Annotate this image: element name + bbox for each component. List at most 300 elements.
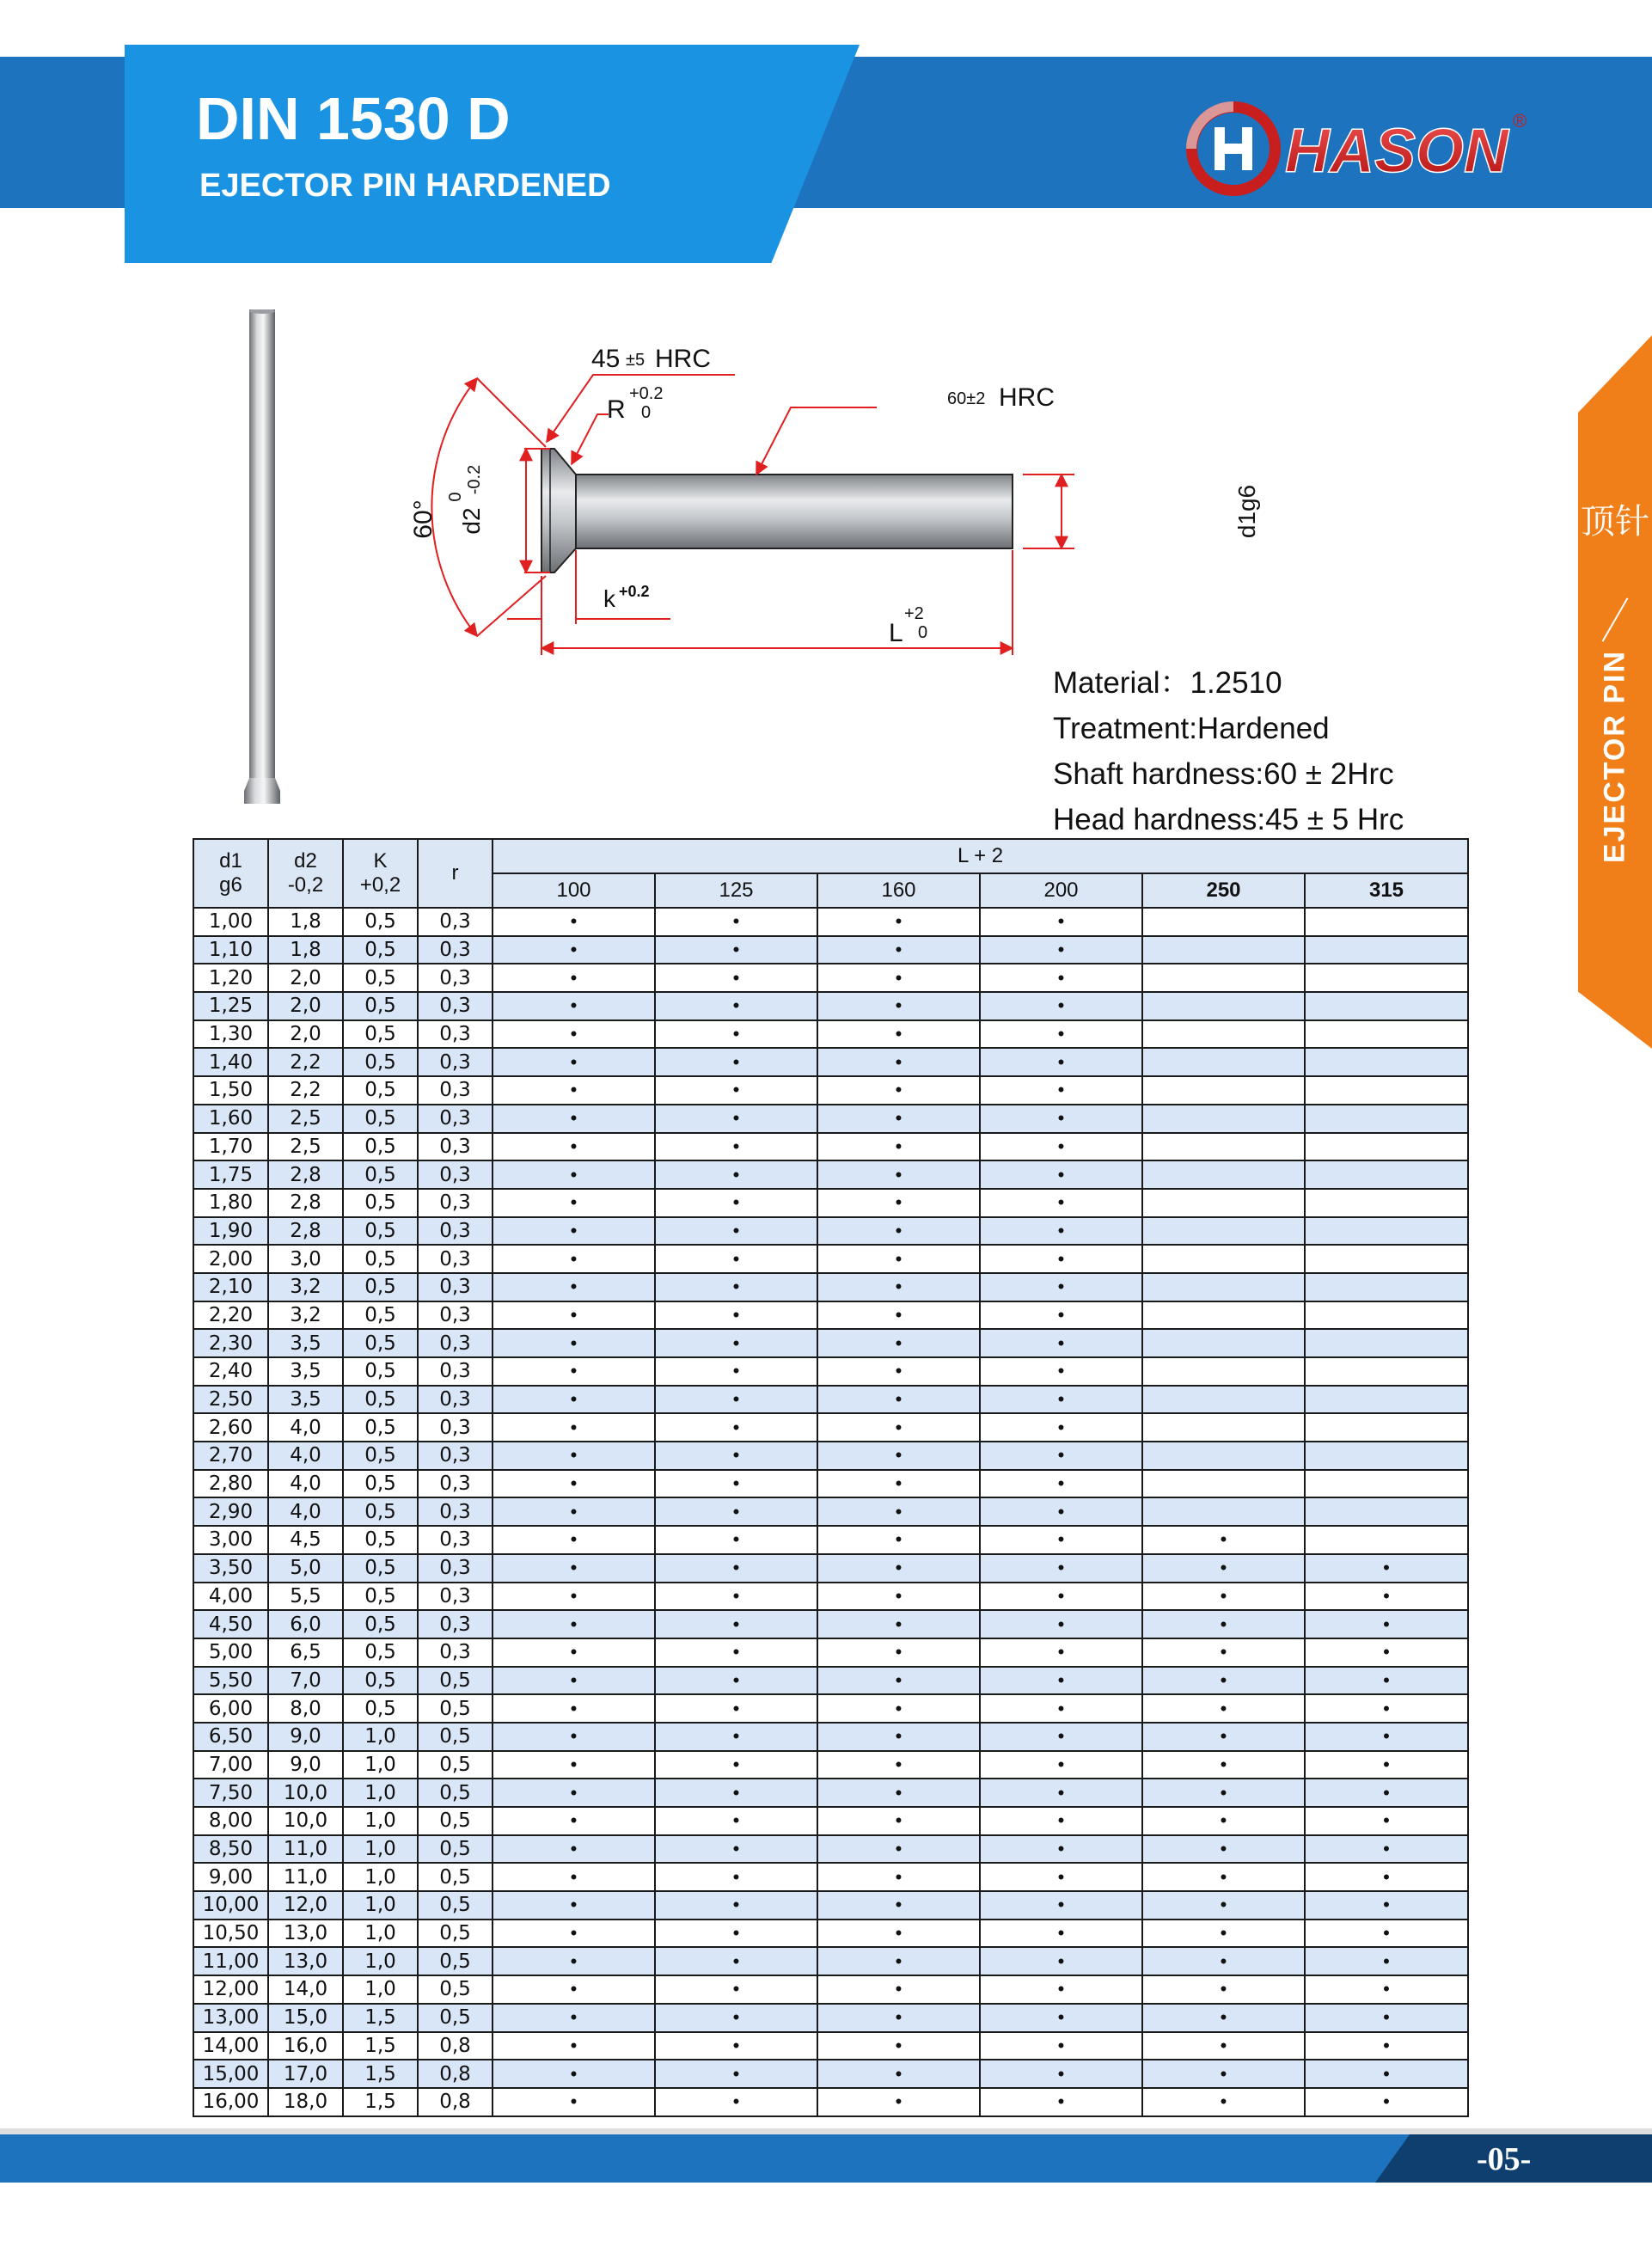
cell-d1: 1,10 bbox=[193, 936, 268, 964]
availability-cell-250 bbox=[1142, 908, 1305, 936]
availability-dot-icon: • bbox=[1057, 1191, 1065, 1214]
availability-dot-icon: • bbox=[895, 1191, 902, 1214]
availability-dot-icon: • bbox=[1057, 1781, 1065, 1803]
availability-dot-icon: • bbox=[895, 1303, 902, 1326]
availability-cell-160 bbox=[817, 1751, 980, 1779]
availability-dot-icon: • bbox=[1220, 1753, 1227, 1775]
cell-d2: 3,0 bbox=[268, 1245, 343, 1273]
cell-k: 0,5 bbox=[343, 1413, 418, 1442]
cell-d2: 6,0 bbox=[268, 1610, 343, 1638]
availability-cell-200 bbox=[980, 1217, 1142, 1246]
availability-cell-315 bbox=[1305, 1386, 1468, 1414]
availability-dot-icon: • bbox=[1057, 1107, 1065, 1130]
availability-dot-icon: • bbox=[895, 1613, 902, 1635]
availability-dot-icon: • bbox=[570, 1584, 578, 1607]
availability-cell-100 bbox=[493, 1133, 655, 1161]
availability-dot-icon: • bbox=[570, 1753, 578, 1775]
availability-dot-icon: • bbox=[895, 1023, 902, 1045]
availability-cell-100 bbox=[493, 1413, 655, 1442]
shaft-hardness-value: 60±2 bbox=[947, 389, 986, 408]
availability-cell-315 bbox=[1305, 2032, 1468, 2060]
availability-cell-315 bbox=[1305, 2088, 1468, 2116]
table-row bbox=[193, 1751, 1468, 1779]
cell-d1: 1,90 bbox=[193, 1217, 268, 1246]
availability-cell-100 bbox=[493, 2032, 655, 2060]
table-row bbox=[193, 992, 1468, 1020]
table-row bbox=[193, 2060, 1468, 2088]
availability-cell-200 bbox=[980, 992, 1142, 1020]
availability-cell-315 bbox=[1305, 1975, 1468, 2004]
availability-cell-250 bbox=[1142, 1301, 1305, 1330]
brand-logo bbox=[1178, 93, 1539, 205]
availability-dot-icon: • bbox=[1057, 1613, 1065, 1635]
availability-dot-icon: • bbox=[732, 1584, 740, 1607]
availability-cell-125 bbox=[655, 1667, 817, 1695]
l-lower-tolerance: 0 bbox=[918, 623, 928, 642]
table-row bbox=[193, 1273, 1468, 1301]
availability-dot-icon: • bbox=[1383, 1669, 1390, 1691]
availability-cell-100 bbox=[493, 1217, 655, 1246]
availability-dot-icon: • bbox=[570, 1781, 578, 1803]
spec-shaft-hardness: Shaft hardness:60 ± 2Hrc bbox=[1053, 757, 1394, 791]
availability-cell-200 bbox=[980, 1273, 1142, 1301]
availability-cell-160 bbox=[817, 1470, 980, 1498]
cell-d1: 8,50 bbox=[193, 1835, 268, 1864]
table-row bbox=[193, 1610, 1468, 1638]
cell-k: 0,5 bbox=[343, 1217, 418, 1246]
availability-cell-160 bbox=[817, 2004, 980, 2032]
cell-d1: 2,30 bbox=[193, 1329, 268, 1357]
availability-dot-icon: • bbox=[1057, 966, 1065, 989]
availability-cell-100 bbox=[493, 1526, 655, 1554]
availability-dot-icon: • bbox=[1220, 2091, 1227, 2113]
header-length-160: 160 bbox=[817, 873, 980, 908]
cell-r: 0,3 bbox=[418, 1329, 493, 1357]
availability-cell-100 bbox=[493, 1301, 655, 1330]
availability-dot-icon: • bbox=[1220, 1697, 1227, 1719]
availability-cell-160 bbox=[817, 1610, 980, 1638]
availability-dot-icon: • bbox=[895, 1557, 902, 1579]
cell-r: 0,3 bbox=[418, 908, 493, 936]
availability-cell-160 bbox=[817, 936, 980, 964]
availability-cell-250 bbox=[1142, 1863, 1305, 1891]
availability-dot-icon: • bbox=[732, 1838, 740, 1860]
availability-cell-125 bbox=[655, 992, 817, 1020]
availability-dot-icon: • bbox=[732, 1388, 740, 1411]
availability-cell-100 bbox=[493, 1442, 655, 1470]
availability-dot-icon: • bbox=[1383, 1641, 1390, 1663]
availability-dot-icon: • bbox=[895, 1276, 902, 1298]
cell-d2: 8,0 bbox=[268, 1694, 343, 1723]
table-row bbox=[193, 2032, 1468, 2060]
k-label: k bbox=[603, 585, 615, 612]
availability-dot-icon: • bbox=[895, 1697, 902, 1719]
cell-d2: 6,5 bbox=[268, 1638, 343, 1667]
availability-cell-315 bbox=[1305, 1920, 1468, 1948]
cell-k: 0,5 bbox=[343, 1442, 418, 1470]
availability-cell-100 bbox=[493, 1751, 655, 1779]
header-length-315: 315 bbox=[1305, 873, 1468, 908]
cell-d2: 10,0 bbox=[268, 1779, 343, 1807]
availability-cell-160 bbox=[817, 1975, 980, 2004]
availability-cell-250 bbox=[1142, 1470, 1305, 1498]
availability-dot-icon: • bbox=[732, 1303, 740, 1326]
availability-dot-icon: • bbox=[895, 1332, 902, 1354]
availability-cell-125 bbox=[655, 908, 817, 936]
cell-r: 0,3 bbox=[418, 1133, 493, 1161]
cell-d1: 2,60 bbox=[193, 1413, 268, 1442]
cell-r: 0,3 bbox=[418, 936, 493, 964]
availability-cell-100 bbox=[493, 1497, 655, 1526]
availability-cell-250 bbox=[1142, 1105, 1305, 1133]
availability-cell-100 bbox=[493, 1723, 655, 1751]
availability-dot-icon: • bbox=[732, 2034, 740, 2056]
availability-dot-icon: • bbox=[570, 1247, 578, 1270]
availability-cell-100 bbox=[493, 1329, 655, 1357]
table-row bbox=[193, 1667, 1468, 1695]
availability-dot-icon: • bbox=[1057, 1416, 1065, 1438]
cell-d1: 13,00 bbox=[193, 2004, 268, 2032]
cell-d2: 2,2 bbox=[268, 1048, 343, 1076]
availability-cell-100 bbox=[493, 1920, 655, 1948]
cell-r: 0,3 bbox=[418, 1638, 493, 1667]
availability-cell-200 bbox=[980, 1667, 1142, 1695]
cell-r: 0,3 bbox=[418, 1076, 493, 1105]
cell-d2: 11,0 bbox=[268, 1835, 343, 1864]
availability-cell-200 bbox=[980, 2032, 1142, 2060]
availability-cell-125 bbox=[655, 1863, 817, 1891]
availability-cell-315 bbox=[1305, 1413, 1468, 1442]
radius-upper-tolerance: +0.2 bbox=[629, 384, 664, 403]
availability-dot-icon: • bbox=[1057, 1219, 1065, 1241]
availability-cell-200 bbox=[980, 2088, 1142, 2116]
cell-d1: 5,50 bbox=[193, 1667, 268, 1695]
availability-cell-100 bbox=[493, 964, 655, 992]
availability-dot-icon: • bbox=[1057, 1023, 1065, 1045]
availability-dot-icon: • bbox=[570, 1388, 578, 1411]
availability-dot-icon: • bbox=[1057, 1978, 1065, 2000]
availability-cell-100 bbox=[493, 2060, 655, 2088]
table-row bbox=[193, 1386, 1468, 1414]
availability-dot-icon: • bbox=[1383, 1809, 1390, 1832]
availability-cell-160 bbox=[817, 1442, 980, 1470]
availability-cell-100 bbox=[493, 1160, 655, 1189]
cell-d2: 9,0 bbox=[268, 1723, 343, 1751]
availability-dot-icon: • bbox=[895, 1894, 902, 1916]
availability-dot-icon: • bbox=[570, 1023, 578, 1045]
availability-dot-icon: • bbox=[1057, 1303, 1065, 1326]
availability-cell-200 bbox=[980, 1751, 1142, 1779]
availability-cell-125 bbox=[655, 1357, 817, 1386]
availability-cell-125 bbox=[655, 1920, 817, 1948]
availability-dot-icon: • bbox=[1220, 1922, 1227, 1944]
cell-k: 0,5 bbox=[343, 1273, 418, 1301]
availability-dot-icon: • bbox=[895, 995, 902, 1017]
availability-cell-315 bbox=[1305, 1610, 1468, 1638]
availability-dot-icon: • bbox=[732, 995, 740, 1017]
availability-cell-315 bbox=[1305, 1694, 1468, 1723]
availability-cell-125 bbox=[655, 1723, 817, 1751]
availability-cell-200 bbox=[980, 1638, 1142, 1667]
availability-dot-icon: • bbox=[570, 1332, 578, 1354]
cell-r: 0,3 bbox=[418, 1470, 493, 1498]
availability-cell-160 bbox=[817, 1386, 980, 1414]
page-title: DIN 1530 D bbox=[196, 85, 511, 152]
availability-dot-icon: • bbox=[570, 1360, 578, 1382]
availability-cell-160 bbox=[817, 1301, 980, 1330]
availability-dot-icon: • bbox=[895, 1163, 902, 1185]
cell-k: 0,5 bbox=[343, 1105, 418, 1133]
d2-label: d2 bbox=[458, 507, 485, 535]
availability-cell-160 bbox=[817, 1413, 980, 1442]
availability-dot-icon: • bbox=[895, 1669, 902, 1691]
availability-dot-icon: • bbox=[732, 1557, 740, 1579]
cell-k: 0,5 bbox=[343, 1020, 418, 1049]
availability-dot-icon: • bbox=[570, 1978, 578, 2000]
availability-dot-icon: • bbox=[1383, 2091, 1390, 2113]
availability-dot-icon: • bbox=[1057, 1894, 1065, 1916]
availability-cell-250 bbox=[1142, 1245, 1305, 1273]
availability-cell-100 bbox=[493, 1667, 655, 1695]
d2-tolerance: -0.2 bbox=[465, 464, 484, 495]
availability-cell-200 bbox=[980, 1245, 1142, 1273]
availability-cell-160 bbox=[817, 1835, 980, 1864]
availability-cell-250 bbox=[1142, 1329, 1305, 1357]
table-row bbox=[193, 1835, 1468, 1864]
availability-dot-icon: • bbox=[732, 1865, 740, 1888]
availability-dot-icon: • bbox=[895, 1107, 902, 1130]
availability-cell-100 bbox=[493, 1638, 655, 1667]
availability-dot-icon: • bbox=[732, 1107, 740, 1130]
cell-k: 1,0 bbox=[343, 1835, 418, 1864]
availability-cell-315 bbox=[1305, 1105, 1468, 1133]
table-row bbox=[193, 1105, 1468, 1133]
availability-cell-315 bbox=[1305, 1723, 1468, 1751]
spec-material: Material：1.2510 bbox=[1053, 666, 1282, 700]
page-number: -05- bbox=[1477, 2141, 1532, 2177]
cell-d2: 1,8 bbox=[268, 908, 343, 936]
cell-k: 0,5 bbox=[343, 1694, 418, 1723]
availability-cell-250 bbox=[1142, 2004, 1305, 2032]
availability-dot-icon: • bbox=[570, 1444, 578, 1466]
header-length-250: 250 bbox=[1142, 873, 1305, 908]
availability-cell-250 bbox=[1142, 936, 1305, 964]
availability-dot-icon: • bbox=[570, 1894, 578, 1916]
table-row bbox=[193, 1497, 1468, 1526]
availability-dot-icon: • bbox=[1057, 1809, 1065, 1832]
availability-cell-250 bbox=[1142, 1610, 1305, 1638]
d2-upper-tolerance: 0 bbox=[446, 492, 465, 502]
availability-dot-icon: • bbox=[570, 2006, 578, 2029]
cell-k: 0,5 bbox=[343, 1583, 418, 1611]
cell-r: 0,5 bbox=[418, 2004, 493, 2032]
head-hardness-unit: HRC bbox=[655, 345, 711, 373]
availability-cell-315 bbox=[1305, 936, 1468, 964]
cell-k: 0,5 bbox=[343, 1048, 418, 1076]
availability-dot-icon: • bbox=[1057, 1584, 1065, 1607]
cell-r: 0,3 bbox=[418, 1497, 493, 1526]
availability-cell-125 bbox=[655, 1048, 817, 1076]
availability-cell-125 bbox=[655, 1133, 817, 1161]
availability-dot-icon: • bbox=[570, 1865, 578, 1888]
availability-dot-icon: • bbox=[1057, 1922, 1065, 1944]
cell-k: 0,5 bbox=[343, 1610, 418, 1638]
cell-d2: 2,0 bbox=[268, 1020, 343, 1049]
cell-r: 0,5 bbox=[418, 1667, 493, 1695]
availability-cell-315 bbox=[1305, 1554, 1468, 1583]
availability-dot-icon: • bbox=[1057, 2034, 1065, 2056]
availability-cell-315 bbox=[1305, 1470, 1468, 1498]
cell-k: 0,5 bbox=[343, 992, 418, 1020]
availability-cell-315 bbox=[1305, 1329, 1468, 1357]
cell-r: 0,5 bbox=[418, 1751, 493, 1779]
availability-cell-125 bbox=[655, 1301, 817, 1330]
table-row bbox=[193, 1947, 1468, 1975]
availability-dot-icon: • bbox=[1383, 1781, 1390, 1803]
availability-cell-315 bbox=[1305, 1835, 1468, 1864]
availability-cell-160 bbox=[817, 1863, 980, 1891]
availability-cell-200 bbox=[980, 1105, 1142, 1133]
cell-r: 0,3 bbox=[418, 1301, 493, 1330]
cell-k: 0,5 bbox=[343, 1076, 418, 1105]
table-row bbox=[193, 1470, 1468, 1498]
availability-cell-160 bbox=[817, 1694, 980, 1723]
availability-dot-icon: • bbox=[895, 2091, 902, 2113]
availability-dot-icon: • bbox=[732, 1079, 740, 1101]
availability-dot-icon: • bbox=[732, 1950, 740, 1972]
table-row bbox=[193, 1723, 1468, 1751]
availability-dot-icon: • bbox=[570, 2062, 578, 2085]
angle-label: 60° bbox=[409, 499, 437, 539]
cell-k: 1,0 bbox=[343, 1751, 418, 1779]
availability-dot-icon: • bbox=[895, 2034, 902, 2056]
availability-dot-icon: • bbox=[732, 1332, 740, 1354]
availability-cell-100 bbox=[493, 1357, 655, 1386]
availability-cell-200 bbox=[980, 1020, 1142, 1049]
table-row bbox=[193, 1329, 1468, 1357]
radius-label: R bbox=[607, 395, 626, 424]
cell-r: 0,5 bbox=[418, 1863, 493, 1891]
cell-d2: 3,2 bbox=[268, 1301, 343, 1330]
availability-cell-160 bbox=[817, 1076, 980, 1105]
availability-cell-315 bbox=[1305, 908, 1468, 936]
availability-dot-icon: • bbox=[732, 1163, 740, 1185]
cell-r: 0,3 bbox=[418, 1554, 493, 1583]
cell-k: 0,5 bbox=[343, 1470, 418, 1498]
availability-cell-160 bbox=[817, 1891, 980, 1920]
availability-dot-icon: • bbox=[895, 1360, 902, 1382]
availability-dot-icon: • bbox=[895, 1781, 902, 1803]
table-row bbox=[193, 1357, 1468, 1386]
availability-dot-icon: • bbox=[895, 1050, 902, 1073]
cell-r: 0,3 bbox=[418, 1245, 493, 1273]
availability-dot-icon: • bbox=[895, 2006, 902, 2029]
cell-k: 1,0 bbox=[343, 1807, 418, 1835]
availability-cell-125 bbox=[655, 1020, 817, 1049]
table-row bbox=[193, 1245, 1468, 1273]
availability-dot-icon: • bbox=[1220, 1557, 1227, 1579]
cell-d1: 2,90 bbox=[193, 1497, 268, 1526]
table-row bbox=[193, 1779, 1468, 1807]
availability-cell-250 bbox=[1142, 1160, 1305, 1189]
availability-dot-icon: • bbox=[570, 1163, 578, 1185]
availability-dot-icon: • bbox=[1220, 1865, 1227, 1888]
availability-dot-icon: • bbox=[1057, 2062, 1065, 2085]
availability-cell-160 bbox=[817, 1329, 980, 1357]
availability-cell-250 bbox=[1142, 1751, 1305, 1779]
cell-d2: 13,0 bbox=[268, 1947, 343, 1975]
availability-cell-315 bbox=[1305, 1526, 1468, 1554]
cell-d1: 2,70 bbox=[193, 1442, 268, 1470]
availability-dot-icon: • bbox=[1057, 1473, 1065, 1495]
availability-dot-icon: • bbox=[570, 1473, 578, 1495]
availability-dot-icon: • bbox=[895, 1838, 902, 1860]
availability-dot-icon: • bbox=[1220, 1978, 1227, 2000]
availability-dot-icon: • bbox=[1383, 1697, 1390, 1719]
cell-k: 0,5 bbox=[343, 1386, 418, 1414]
cell-r: 0,5 bbox=[418, 1694, 493, 1723]
availability-dot-icon: • bbox=[895, 1135, 902, 1157]
availability-dot-icon: • bbox=[1057, 2091, 1065, 2113]
cell-d2: 2,2 bbox=[268, 1076, 343, 1105]
availability-dot-icon: • bbox=[895, 2062, 902, 2085]
availability-dot-icon: • bbox=[895, 1473, 902, 1495]
cell-k: 1,5 bbox=[343, 2032, 418, 2060]
availability-cell-125 bbox=[655, 1160, 817, 1189]
availability-cell-200 bbox=[980, 1723, 1142, 1751]
availability-dot-icon: • bbox=[1057, 1838, 1065, 1860]
cell-r: 0,3 bbox=[418, 1160, 493, 1189]
availability-cell-125 bbox=[655, 1975, 817, 2004]
availability-dot-icon: • bbox=[570, 1191, 578, 1214]
availability-dot-icon: • bbox=[1057, 2006, 1065, 2029]
availability-cell-125 bbox=[655, 1554, 817, 1583]
header-length-group: L + 2 bbox=[493, 839, 1468, 873]
cell-k: 1,0 bbox=[343, 1723, 418, 1751]
availability-cell-100 bbox=[493, 2004, 655, 2032]
availability-cell-250 bbox=[1142, 1133, 1305, 1161]
availability-cell-200 bbox=[980, 1357, 1142, 1386]
availability-cell-100 bbox=[493, 1076, 655, 1105]
availability-cell-125 bbox=[655, 1442, 817, 1470]
availability-cell-125 bbox=[655, 1470, 817, 1498]
availability-cell-200 bbox=[980, 1610, 1142, 1638]
cell-r: 0,3 bbox=[418, 1273, 493, 1301]
cell-k: 1,5 bbox=[343, 2004, 418, 2032]
availability-dot-icon: • bbox=[732, 2006, 740, 2029]
cell-d2: 3,5 bbox=[268, 1386, 343, 1414]
availability-dot-icon: • bbox=[1220, 1669, 1227, 1691]
header-d1: d1 g6 bbox=[193, 839, 268, 908]
availability-cell-100 bbox=[493, 1470, 655, 1498]
availability-cell-125 bbox=[655, 1526, 817, 1554]
availability-dot-icon: • bbox=[1220, 1584, 1227, 1607]
availability-dot-icon: • bbox=[1057, 1332, 1065, 1354]
cell-r: 0,3 bbox=[418, 1386, 493, 1414]
availability-dot-icon: • bbox=[1057, 1050, 1065, 1073]
availability-dot-icon: • bbox=[570, 1838, 578, 1860]
availability-cell-100 bbox=[493, 908, 655, 936]
availability-dot-icon: • bbox=[570, 1276, 578, 1298]
availability-cell-100 bbox=[493, 1863, 655, 1891]
availability-dot-icon: • bbox=[895, 1809, 902, 1832]
availability-cell-125 bbox=[655, 1779, 817, 1807]
table-row bbox=[193, 1863, 1468, 1891]
availability-cell-125 bbox=[655, 1273, 817, 1301]
availability-cell-200 bbox=[980, 1386, 1142, 1414]
cell-d2: 2,8 bbox=[268, 1189, 343, 1217]
availability-dot-icon: • bbox=[732, 1135, 740, 1157]
